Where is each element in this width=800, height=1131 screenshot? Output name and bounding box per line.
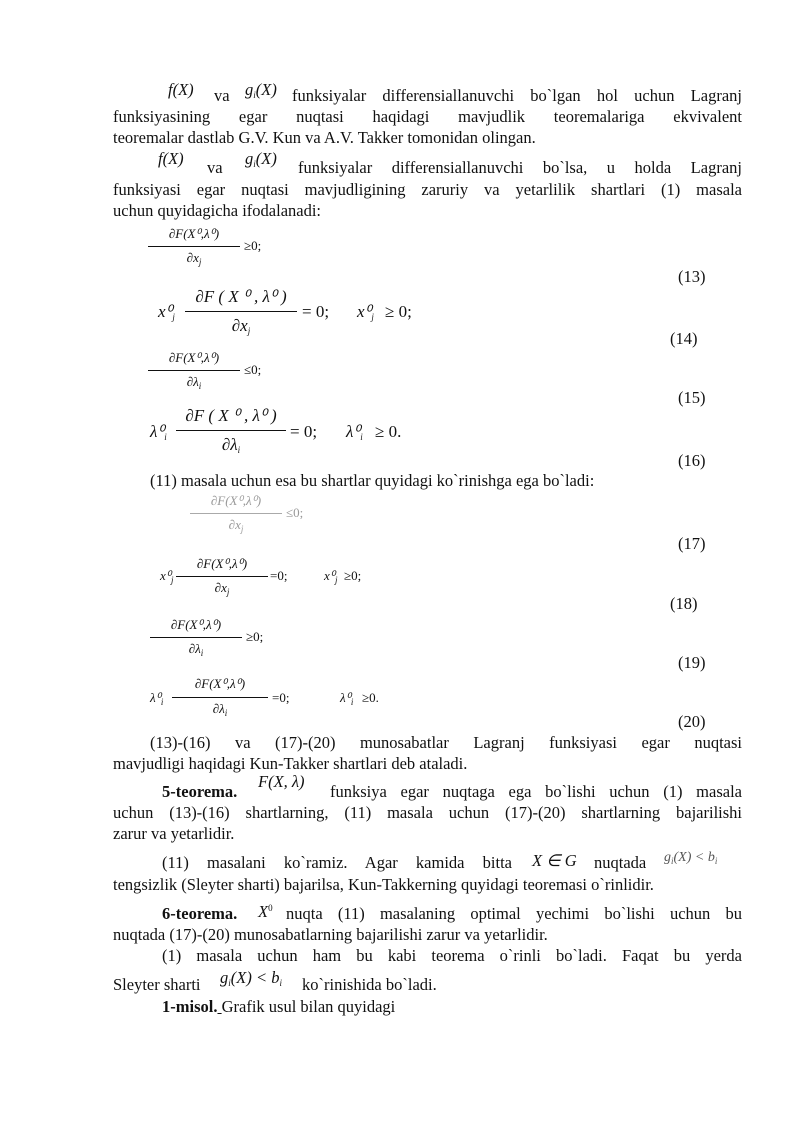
eq15-numerator: ∂F(X⁰,λ⁰) <box>168 350 220 365</box>
eq14-denominator: $\partial x_j$ <box>231 316 251 336</box>
eq14-x0-b: $x^0_j$ <box>357 302 374 322</box>
thm5-math: F(X, λ) <box>258 772 305 791</box>
p2-line1-math-b: $g_i(X)$ <box>245 149 277 169</box>
eq20-relation-b: ≥0. <box>362 690 379 705</box>
p5-math-a: X ∈ G <box>532 851 577 870</box>
p6-line2-b: ko`rinishida bo`ladi. <box>302 975 437 994</box>
eq14-number: (14) <box>670 329 698 348</box>
p5-line1-text: (11) masalani ko`ramiz. Agar kamida bitta <box>162 853 512 872</box>
eq18-fraction-bar <box>176 576 268 577</box>
eq14-relation-b: ≥ 0; <box>385 302 412 321</box>
eq16-l0-b: $\lambda^0_i$ <box>346 422 363 442</box>
p2-line1-text: funksiyalar differensiallanuvchi bo`lsa, u holda Lagranj <box>298 158 742 177</box>
eq18-relation-a: =0; <box>270 568 288 583</box>
example-1: 1-misol. Grafik usul bilan quyidagi <box>162 997 396 1016</box>
eq18-denominator: $\partial x_j$ <box>214 580 230 597</box>
p1-line1-math-a: f(X) <box>168 80 194 99</box>
p2-line3: uchun quyidagicha ifodalanadi: <box>113 201 322 220</box>
thm5-line1-text: funksiya egar nuqtaga ega bo`lishi uchun (1) masala <box>330 782 742 801</box>
eq19-denominator: $\partial\lambda_i$ <box>188 641 204 658</box>
eq16-numerator: ∂F ( X ⁰ , λ⁰ ) <box>185 406 277 425</box>
eq16-relation-a: = 0; <box>290 422 318 441</box>
thm6-line2: nuqtada (17)-(20) munosabatlarning bajarilishi zarur va yetarlidir. <box>113 925 548 944</box>
p1-line3: teoremalar dastlab G.V. Kun va A.V. Takker tomonidan olingan. <box>113 128 536 147</box>
eq16-denominator: $\partial\lambda_i$ <box>221 435 241 455</box>
eq19-fraction-bar <box>150 637 242 638</box>
eq17-denominator: $\partial x_j$ <box>228 517 244 534</box>
eq14-x0: $x^0_j$ <box>158 302 175 322</box>
thm6-line1-text: nuqta (11) masalaning optimal yechimi bo`lishi uchun bu <box>286 904 742 923</box>
p2-line2: funksiyasi egar nuqtasi mavjudligining zaruriy va yetarlilik shartlari (1) masala <box>113 180 742 199</box>
p1-line1-text: funksiyalar differensiallanuvchi bo`lgan hol uchun Lagranj <box>292 86 742 105</box>
p2-line1-math-a: f(X) <box>158 149 184 168</box>
p6-line2-a: Sleyter sharti <box>113 975 201 994</box>
eq19-numerator: ∂F(X⁰,λ⁰) <box>170 617 222 632</box>
eq16-l0: $\lambda^0_i$ <box>150 422 167 442</box>
eq16-number: (16) <box>678 451 706 470</box>
eq18-x0-b: $x^0_j$ <box>324 568 338 585</box>
eq13-relation: ≥0; <box>244 238 262 253</box>
thm5-line3: zarur va yetarlidir. <box>113 824 235 843</box>
eq20-numerator: ∂F(X⁰,λ⁰) <box>194 676 246 691</box>
p4-line2: mavjudligi haqidagi Kun-Takker shartlari deb ataladi. <box>113 754 468 773</box>
thm6-title: 6-teorema. <box>162 904 238 923</box>
eq20-l0-b: $\lambda^0_i$ <box>340 690 354 707</box>
thm5-line2: uchun (13)-(16) shartlarning, (11) masala uchun (17)-(20) shartlarning bajarilishi <box>113 803 742 822</box>
eq18-numerator: ∂F(X⁰,λ⁰) <box>196 556 248 571</box>
thm6-math: $X^0$ <box>258 902 273 921</box>
eq13-numerator: ∂F(X⁰,λ⁰) <box>168 226 220 241</box>
eq19-relation: ≥0; <box>246 629 264 644</box>
eq18-number: (18) <box>670 594 698 613</box>
eq19-number: (19) <box>678 653 706 672</box>
p4-line1: (13)-(16) va (17)-(20) munosabatlar Lagranj funksiyasi egar nuqtasi <box>150 733 742 752</box>
eq15-number: (15) <box>678 388 706 407</box>
p2-line1-va: va <box>207 158 223 177</box>
eq13-denominator: $\partial x_j$ <box>186 250 202 267</box>
eq18-x0: $x^0_j$ <box>160 568 174 585</box>
p1-line1-math-b: $g_i(X)$ <box>245 80 277 100</box>
eq14-relation-a: = 0; <box>302 302 330 321</box>
eq17-relation: ≤0; <box>286 505 304 520</box>
p5-line1-mid: nuqtada <box>594 853 647 872</box>
eq15-fraction-bar <box>148 370 240 371</box>
eq16-relation-b: ≥ 0. <box>375 422 402 441</box>
p5-line2: tengsizlik (Sleyter sharti) bajarilsa, Kun-Takkerning quyidagi teoremasi o`rinlidir. <box>113 875 654 894</box>
eq20-number: (20) <box>678 712 706 731</box>
p1-line2: funksiyasining egar nuqtasi haqidagi mavjudlik teoremalariga ekvivalent <box>113 107 742 126</box>
eq17-numerator: ∂F(X⁰,λ⁰) <box>210 493 262 508</box>
eq13-number: (13) <box>678 267 706 286</box>
eq17-fraction-bar <box>190 513 282 514</box>
eq20-denominator: $\partial\lambda_i$ <box>212 701 228 718</box>
thm5-title: 5-teorema. <box>162 782 238 801</box>
eq16-fraction-bar <box>176 430 286 431</box>
eq18-relation-b: ≥0; <box>344 568 362 583</box>
p3-line1: (11) masala uchun esa bu shartlar quyidagi ko`rinishga ega bo`ladi: <box>150 471 595 490</box>
eq20-relation-a: =0; <box>272 690 290 705</box>
eq15-relation: ≤0; <box>244 362 262 377</box>
eq17-number: (17) <box>678 534 706 553</box>
p1-line1-va: va <box>214 86 230 105</box>
p6-line1: (1) masala uchun ham bu kabi teorema o`rinli bo`ladi. Faqat bu yerda <box>162 946 742 965</box>
eq20-l0: $\lambda^0_i$ <box>150 690 164 707</box>
eq20-fraction-bar <box>172 697 268 698</box>
eq14-numerator: ∂F ( X ⁰ , λ⁰ ) <box>195 287 287 306</box>
p5-math-b: $g_i(X) < b_i$ <box>664 850 718 866</box>
eq14-fraction-bar <box>185 311 297 312</box>
eq15-denominator: $\partial\lambda_i$ <box>186 374 202 391</box>
eq13-fraction-bar <box>148 246 240 247</box>
p6-math: $g_i(X) < b_i$ <box>220 968 282 988</box>
